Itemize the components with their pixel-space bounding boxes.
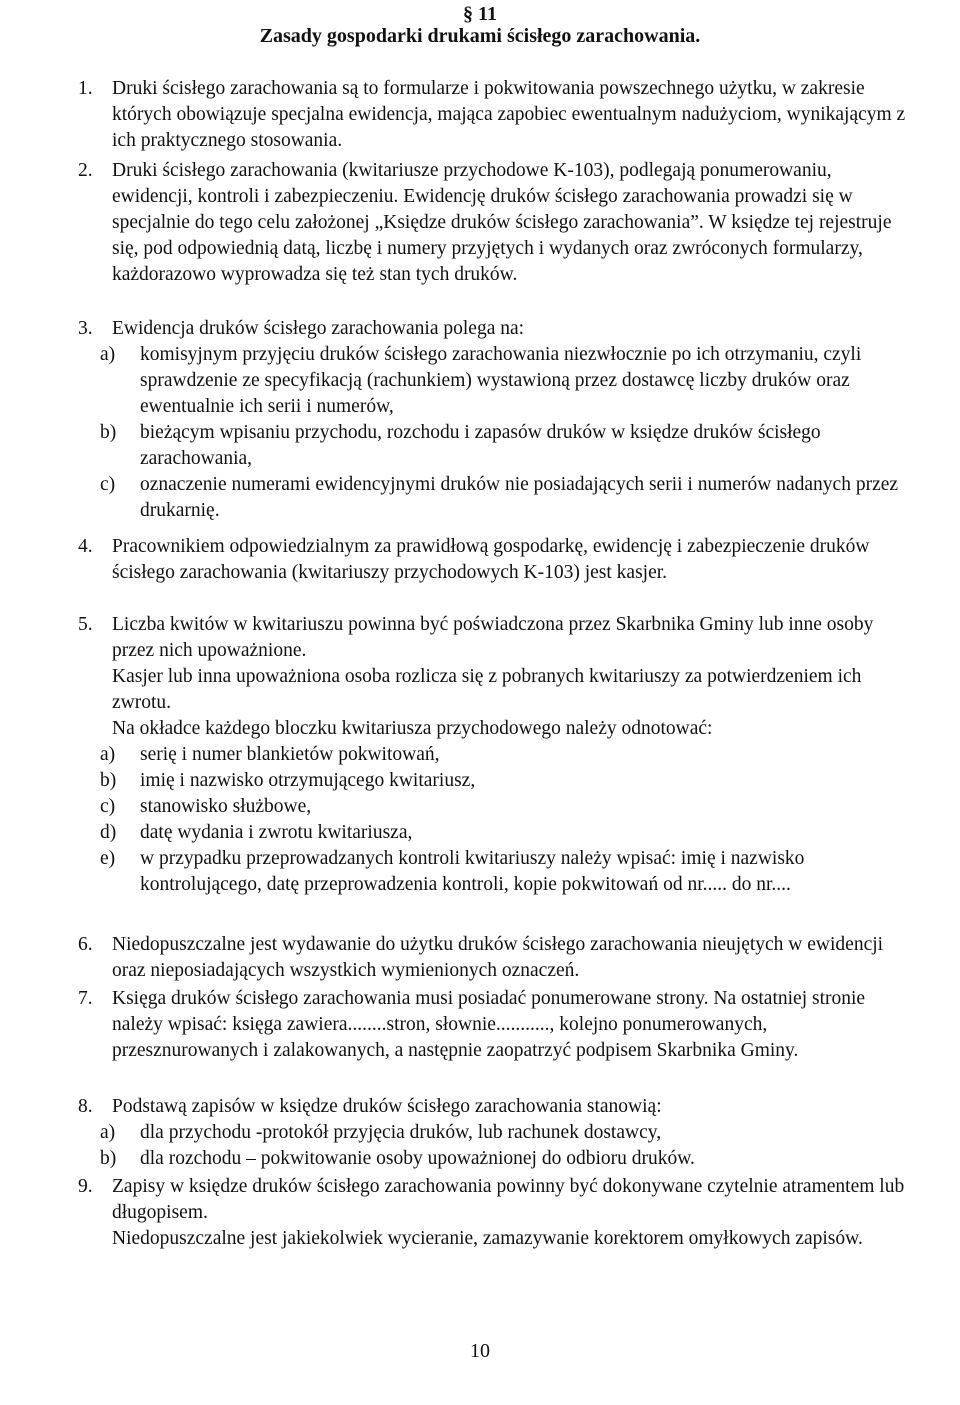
sub-item-label: b): [100, 1148, 117, 1169]
list-item-9: [78, 1174, 908, 1252]
list-item-4: [78, 534, 908, 586]
list-item-3: [78, 316, 908, 524]
sub-item-label: b): [100, 422, 117, 443]
page-number: 10: [470, 1340, 490, 1362]
sub-item: [78, 1120, 908, 1146]
sub-item: [78, 846, 908, 898]
sub-item: [78, 342, 908, 420]
item-number: 8.: [78, 1096, 93, 1117]
item-number: 3.: [78, 318, 93, 339]
sub-item-text: oznaczenie numerami ewidencyjnymi druków nie posiadających serii i numerów nadanych przez drukarnię.: [140, 474, 899, 521]
item-number: 6.: [78, 934, 93, 955]
sub-item: [78, 420, 908, 472]
sub-item-label: e): [100, 848, 116, 869]
sub-item-text: dla przychodu -protokół przyjęcia druków, lub rachunek dostawcy,: [140, 1122, 662, 1143]
sub-item: [78, 768, 908, 794]
sub-item-label: d): [100, 822, 117, 843]
list-item-7: [78, 986, 908, 1064]
item-number: 1.: [78, 78, 93, 99]
item-number: 4.: [78, 536, 93, 557]
sub-item: [78, 742, 908, 768]
item-text: Niedopuszczalne jest wydawanie do użytku druków ścisłego zarachowania nieujętych w ewidencji oraz nieposiadających wszystkich wymienionych oznaczeń.: [112, 934, 884, 981]
sub-item-text: imię i nazwisko otrzymującego kwitariusz,: [140, 770, 476, 791]
item-text: Ewidencja druków ścisłego zarachowania polega na:: [112, 318, 525, 339]
sub-item-label: a): [100, 344, 116, 365]
item-number: 9.: [78, 1176, 93, 1197]
sub-item-text: w przypadku przeprowadzanych kontroli kwitariuszy należy wpisać: imię i nazwisko kontrolującego, datę przeprowadzenia kontroli, kopie pokwitowań od nr..... do nr....: [140, 848, 805, 895]
list-item-8: [78, 1094, 908, 1172]
list-item-6: [78, 932, 908, 984]
item-paragraph: Niedopuszczalne jest jakiekolwiek wycieranie, zamazywanie korektorem omyłkowych zapisów.: [112, 1228, 863, 1249]
item-number: 5.: [78, 614, 93, 635]
sub-item: [78, 794, 908, 820]
item-paragraph: Kasjer lub inna upoważniona osoba rozlicza się z pobranych kwitariuszy za potwierdzeniem ich zwrotu.: [112, 666, 862, 713]
item-number: 2.: [78, 160, 93, 181]
item-text: Druki ścisłego zarachowania są to formularze i pokwitowania powszechnego użytku, w zakresie których obowiązuje specjalna ewidencja, mająca zapobiec ewentualnym nadużyciom, wynikającym z ich praktycznego stosowania.: [112, 78, 906, 151]
section-number: § 11: [463, 3, 497, 25]
sub-item: [78, 820, 908, 846]
sub-item-label: c): [100, 796, 116, 817]
list-item-2: [78, 158, 908, 288]
list-item-5: [78, 612, 908, 898]
sub-item-text: stanowisko służbowe,: [140, 796, 312, 817]
section-title: Zasady gospodarki drukami ścisłego zarachowania.: [259, 25, 701, 47]
sub-item-text: dla rozchodu – pokwitowanie osoby upoważnionej do odbioru druków.: [140, 1148, 695, 1169]
list-item-1: [78, 76, 908, 154]
item-text: Liczba kwitów w kwitariuszu powinna być poświadczona przez Skarbnika Gminy lub inne osoby przez nich upoważnione.: [112, 614, 874, 661]
sub-item-label: c): [100, 474, 116, 495]
sub-item: [78, 472, 908, 524]
sub-item-text: datę wydania i zwrotu kwitariusza,: [140, 822, 413, 843]
sub-item-text: bieżącym wpisaniu przychodu, rozchodu i zapasów druków w księdze druków ścisłego zarachowania,: [140, 422, 821, 469]
sub-item: [78, 1146, 908, 1172]
item-text: Druki ścisłego zarachowania (kwitariusze przychodowe K-103), podlegają ponumerowaniu, ewidencji, kontroli i zabezpieczeniu. Ewidencję druków ścisłego zarachowania prowadzi się w specjalnie do tego celu założonej „Księdze druków ścisłego zarachowania”. W księdze tej rejestruje się, pod odpowiednią datą, liczbę i numery przyjętych i wydanych oraz zwróconych formularzy, każdorazowo wyprowadza się też stan tych druków.: [112, 160, 892, 285]
item-text: Podstawą zapisów w księdze druków ścisłego zarachowania stanowią:: [112, 1096, 662, 1117]
item-text: Zapisy w księdze druków ścisłego zarachowania powinny być dokonywane czytelnie atramentem lub długopisem.: [112, 1176, 905, 1223]
sub-item-text: serię i numer blankietów pokwitowań,: [140, 744, 440, 765]
sub-item-text: komisyjnym przyjęciu druków ścisłego zarachowania niezwłocznie po ich otrzymaniu, czyli sprawdzenie ze specyfikacją (rachunkiem) wystawioną przez dostawcę liczby druków oraz ewentualnie ich serii i numerów,: [140, 344, 862, 417]
sub-item-label: a): [100, 1122, 116, 1143]
sub-item-label: b): [100, 770, 117, 791]
item-text: Księga druków ścisłego zarachowania musi posiadać ponumerowane strony. Na ostatniej stronie należy wpisać: księga zawiera........stron, słownie..........., kolejno ponumerowanych, przesznurowanych i zalakowanych, a następnie zaopatrzyć podpisem Skarbnika Gminy.: [112, 988, 866, 1061]
item-number: 7.: [78, 988, 93, 1009]
item-paragraph: Na okładce każdego bloczku kwitariusza przychodowego należy odnotować:: [112, 718, 713, 739]
item-text: Pracownikiem odpowiedzialnym za prawidłową gospodarkę, ewidencję i zabezpieczenie druków ścisłego zarachowania (kwitariuszy przychodowych K-103) jest kasjer.: [112, 536, 870, 583]
sub-item-label: a): [100, 744, 116, 765]
